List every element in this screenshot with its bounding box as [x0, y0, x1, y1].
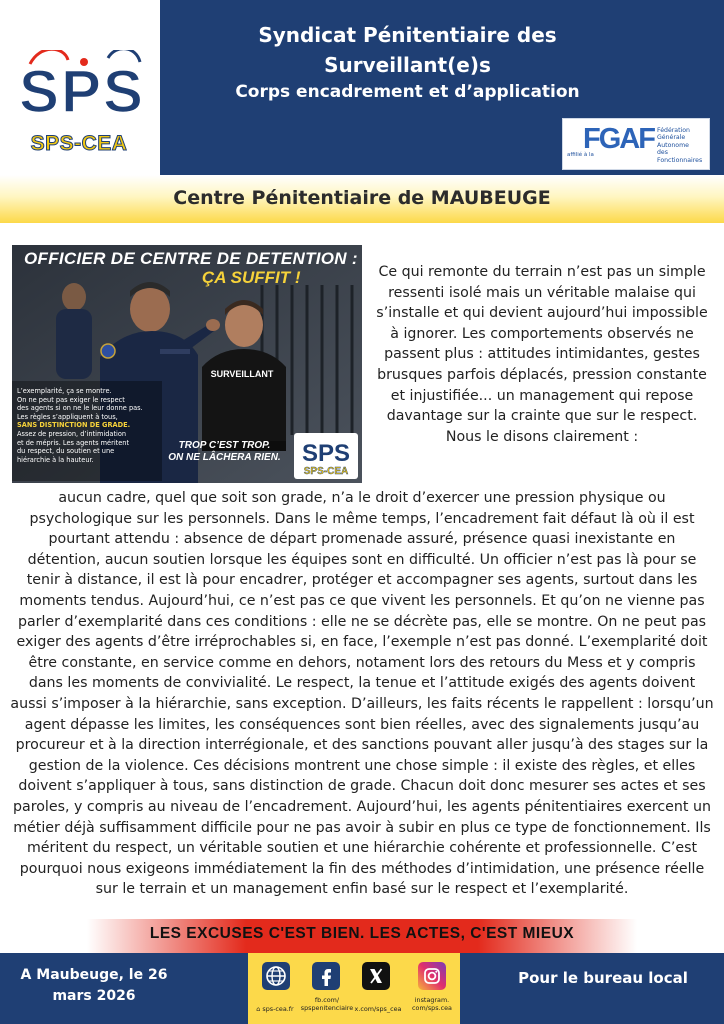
home-icon: ⌂: [256, 1005, 263, 1013]
poster-slogan: [162, 440, 287, 464]
footer-signature: Pour le bureau local: [518, 969, 688, 987]
poster-sps-logo: [294, 433, 358, 479]
poster-text-line: des agents si on ne le leur donne pas.: [17, 404, 143, 413]
body-paragraph: aucun cadre, quel que soit son grade, n’a le droit d’exercer une pression physique ou psychologique sur les personnels. Dans le même temps, l’encadrement fait défaut là où il est pourtant attendu : absence de départ promenade assuré, présence quasi inexistante en détention, aucun soutien lorsque les équipes sont en difficulté. Un officier n’est pas là pour se tenir à distance, il est là pour encadrer, protéger et accompagner ses agents, surtout dans les moments tendus. Aujourd’hui, ce n’est pas ce que vivent les personnels. Et qu’on ne vienne pas parler d’exemplarité dans ces conditions : elle ne se décrète pas, elle se montre. On ne peut pas exiger des agents d’être irréprochables si, en face, l’exemple n’est pas donné. L’exemplarité doit être constante, en service comme en dehors, notament lors des retours du Mess et y compris dans les moments de convivialité. Le respect, la tenue et l’attitude exigés des agents doivent aussi s’imposer à la hiérarchie, sans exception. D’ailleurs, les faits récents le rappellent : lorsqu’un agent dépasse les limites, les conséquences sont bien réelles, avec des signalements jusqu’au procureur et à la direction interrégionale, et des sanctions pouvant aller jusqu’à des stages sur la gestion de la violence. Ces décisions montrent une chose simple : il existe des règles, et elles doivent s’appliquer à tous, sans distinction de grade. Chacun doit donc mesurer ses actes et ses paroles, y compris au niveau de l’encadrement. Aujourd’hui, les agents pénitentiaires exercent un métier déjà suffisamment difficile pour ne pas avoir à subir en plus ce type de fonctionnement. Ils méritent du respect, un véritable soutien et une hiérarchie cohérente et professionnelle. C’est pourquoi nous exigeons immédiatement la fin des méthodes d’intimidation, une présence réelle sur le terrain et un management enfin basé sur le respect et l’exemplarité.: [10, 490, 714, 898]
instagram-link-line2: com/sps.cea: [412, 1003, 452, 1012]
x-icon[interactable]: [362, 962, 390, 990]
poster-title: OFFICIER DE CENTRE DE DETENTION :: [24, 249, 358, 268]
facebook-link[interactable]: [300, 997, 354, 1012]
intro-paragraph: Ce qui remonte du terrain n’est pas un simple ressenti isolé mais un véritable malaise qui s’installe et qui devient aujourd’hui impossible à ignorer. Les comportements observés ne passent plus : attitudes intimidantes, gestes brusques parfois déplacés, pression constante et injustifiée... un management qui repose davantage sur la crainte que sur le respect. Nous le disons clairement :: [376, 264, 708, 445]
sps-logo: [12, 50, 152, 120]
instagram-icon[interactable]: [418, 962, 446, 990]
poster-text-line: Les règles s’appliquent à tous,: [17, 412, 118, 421]
facebook-link-line1: fb.com/: [314, 996, 340, 1004]
poster-text-line: du respect, du soutien et une: [17, 447, 115, 456]
fgaf-line: des: [657, 149, 668, 157]
footer-date-line2: mars 2026: [52, 988, 136, 1004]
poster-text-line: Assez de pression, d’intimidation: [17, 429, 127, 438]
footer-date-line1: A Maubeuge, le 26: [20, 967, 168, 983]
fgaf-letters: FGAF: [583, 123, 654, 155]
poster-text-line: et de mépris. Les agents méritent: [17, 438, 130, 447]
x-link[interactable]: x.com/sps_cea: [354, 1005, 402, 1013]
slogan: LES EXCUSES C'EST BIEN. LES ACTES, C'EST MIEUX: [149, 925, 575, 942]
fgaf-line: Autonome: [657, 141, 689, 149]
page-title: Centre Pénitentiaire de MAUBEUGE: [173, 187, 551, 209]
web-link-text: sps-cea.fr: [262, 1005, 294, 1013]
instagram-link[interactable]: [406, 997, 458, 1012]
poster-text: [17, 387, 157, 464]
header-subtitle: Corps encadrement et d’application: [235, 82, 580, 102]
poster-slogan-line2: ON NE LÂCHERA RIEN.: [168, 452, 281, 463]
fgaf-affiliation: affilié à la: [567, 152, 594, 158]
footer-date: [6, 965, 182, 1007]
poster-badge-text: SURVEILLANT: [210, 369, 274, 379]
header-title: [160, 20, 655, 80]
poster-text-highlight: SANS DISTINCTION DE GRADE.: [17, 421, 131, 430]
poster-logo-letters: SPS: [301, 440, 351, 467]
fgaf-line: Fonctionnaires: [657, 156, 703, 164]
poster-slogan-line1: TROP C’EST TROP.: [178, 440, 271, 451]
fgaf-logo: [562, 118, 710, 170]
sps-logo-letters: SPS: [18, 58, 146, 120]
header-title-line2: Surveillant(e)s: [324, 53, 491, 77]
fgaf-name: [657, 127, 702, 164]
poster-text-line: L’exemplarité, ça se montre.: [17, 387, 112, 395]
poster-image: [12, 245, 362, 483]
fgaf-line: Fédération: [657, 127, 690, 134]
sps-logo-box: [0, 0, 160, 175]
header: [0, 0, 724, 175]
facebook-icon[interactable]: [312, 962, 340, 990]
sps-cea-label: SPS-CEA: [30, 132, 128, 155]
instagram-link-line1: instagram.: [414, 996, 450, 1004]
facebook-link-line2: spspenitenciaire: [300, 1003, 354, 1012]
web-link[interactable]: [250, 1006, 300, 1014]
poster-title-highlight: ÇA SUFFIT !: [202, 268, 301, 287]
poster-logo-name: SPS-CEA: [303, 466, 349, 477]
fgaf-line: Générale: [657, 134, 686, 142]
poster-text-line: hiérarchie à la hauteur.: [17, 455, 94, 464]
poster-text-line: On ne peut pas exiger le respect: [17, 395, 125, 404]
globe-icon[interactable]: [262, 962, 290, 990]
header-title-line1: Syndicat Pénitentiaire des: [258, 23, 557, 47]
